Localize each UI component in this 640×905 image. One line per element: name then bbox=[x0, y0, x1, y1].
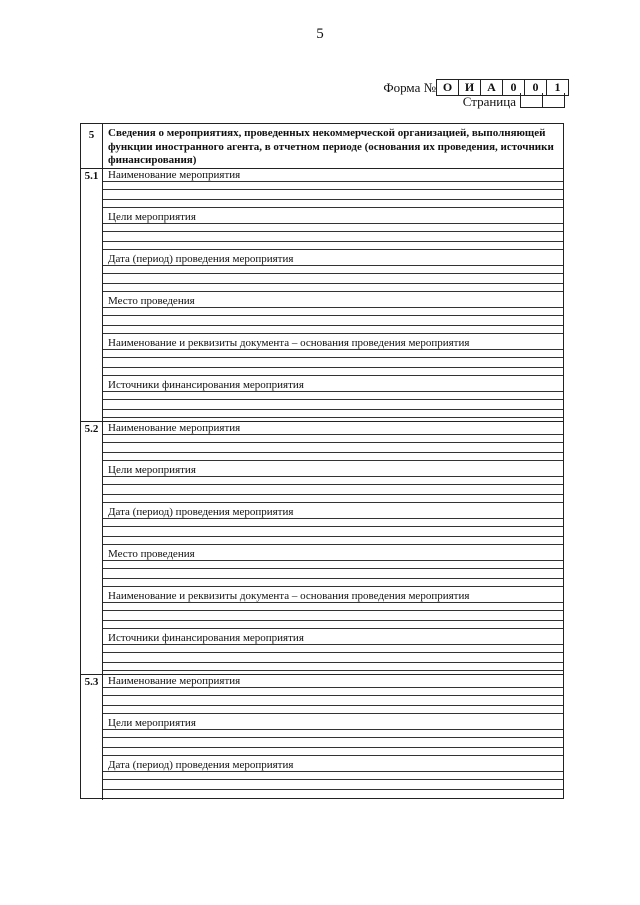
answer-line[interactable] bbox=[103, 417, 563, 418]
answer-line[interactable] bbox=[103, 737, 563, 738]
event-field-label: Цели мероприятия bbox=[108, 211, 196, 223]
answer-line[interactable] bbox=[103, 291, 563, 292]
page-number-cells[interactable] bbox=[520, 93, 565, 108]
answer-line[interactable] bbox=[103, 181, 563, 182]
event-field[interactable] bbox=[103, 759, 563, 801]
event-field-label: Источники финансирования мероприятия bbox=[108, 632, 304, 644]
event-field[interactable] bbox=[103, 295, 563, 337]
section-number: 5 bbox=[81, 124, 103, 168]
answer-line[interactable] bbox=[103, 484, 563, 485]
event-section-number: 5.3 bbox=[81, 675, 103, 800]
answer-line[interactable] bbox=[103, 207, 563, 208]
event-field-label: Наименование мероприятия bbox=[108, 422, 241, 434]
answer-line[interactable] bbox=[103, 249, 563, 250]
answer-line[interactable] bbox=[103, 518, 563, 519]
page-number: 5 bbox=[316, 26, 324, 42]
answer-line[interactable] bbox=[103, 526, 563, 527]
answer-line[interactable] bbox=[103, 265, 563, 266]
form-code-cell: 0 bbox=[503, 80, 525, 95]
answer-line[interactable] bbox=[103, 283, 563, 284]
event-section bbox=[81, 169, 563, 422]
event-field-label: Наименование и реквизиты документа – основания проведения мероприятия bbox=[108, 337, 470, 349]
event-field[interactable] bbox=[103, 464, 563, 506]
event-field[interactable] bbox=[103, 717, 563, 759]
event-section-body bbox=[103, 422, 563, 674]
event-field-label: Место проведения bbox=[108, 295, 195, 307]
answer-line[interactable] bbox=[103, 662, 563, 663]
event-field-label: Наименование мероприятия bbox=[108, 169, 241, 181]
event-field[interactable] bbox=[103, 590, 563, 632]
event-section-body bbox=[103, 675, 563, 800]
event-field[interactable] bbox=[103, 169, 563, 211]
answer-line[interactable] bbox=[103, 307, 563, 308]
event-field-label: Источники финансирования мероприятия bbox=[108, 379, 304, 391]
event-field[interactable] bbox=[103, 632, 563, 674]
answer-line[interactable] bbox=[103, 771, 563, 772]
form-code-cell: О bbox=[437, 80, 459, 95]
page-label: Страница bbox=[462, 94, 516, 109]
answer-line[interactable] bbox=[103, 602, 563, 603]
answer-line[interactable] bbox=[103, 315, 563, 316]
answer-line[interactable] bbox=[103, 713, 563, 714]
answer-line[interactable] bbox=[103, 687, 563, 688]
event-field[interactable] bbox=[103, 253, 563, 295]
event-field-label: Место проведения bbox=[108, 548, 195, 560]
answer-line[interactable] bbox=[103, 241, 563, 242]
event-field[interactable] bbox=[103, 422, 563, 464]
answer-line[interactable] bbox=[103, 695, 563, 696]
answer-line[interactable] bbox=[103, 325, 563, 326]
event-section-body bbox=[103, 169, 563, 421]
answer-line[interactable] bbox=[103, 223, 563, 224]
page-number-cell[interactable] bbox=[543, 93, 564, 107]
answer-line[interactable] bbox=[103, 333, 563, 334]
event-section bbox=[81, 675, 563, 800]
event-field-label: Дата (период) проведения мероприятия bbox=[108, 506, 294, 518]
event-field-label: Дата (период) проведения мероприятия bbox=[108, 759, 294, 771]
answer-line[interactable] bbox=[103, 779, 563, 780]
form-code-cell: А bbox=[481, 80, 503, 95]
event-field-label: Наименование и реквизиты документа – основания проведения мероприятия bbox=[108, 590, 470, 602]
answer-line[interactable] bbox=[103, 610, 563, 611]
answer-line[interactable] bbox=[103, 452, 563, 453]
form-code-cell: И bbox=[459, 80, 481, 95]
event-field[interactable] bbox=[103, 211, 563, 253]
answer-line[interactable] bbox=[103, 231, 563, 232]
answer-line[interactable] bbox=[103, 705, 563, 706]
answer-line[interactable] bbox=[103, 199, 563, 200]
answer-line[interactable] bbox=[103, 434, 563, 435]
answer-line[interactable] bbox=[103, 578, 563, 579]
answer-line[interactable] bbox=[103, 442, 563, 443]
answer-line[interactable] bbox=[103, 536, 563, 537]
answer-line[interactable] bbox=[103, 620, 563, 621]
events-table bbox=[80, 123, 564, 799]
answer-line[interactable] bbox=[103, 357, 563, 358]
form-code-cell: 0 bbox=[525, 80, 547, 95]
event-field-label: Дата (период) проведения мероприятия bbox=[108, 253, 294, 265]
answer-line[interactable] bbox=[103, 349, 563, 350]
answer-line[interactable] bbox=[103, 460, 563, 461]
table-header-text: Сведения о мероприятиях, проведенных некоммерческой организацией, выполняющей функции иностранного агента, в отчетном периоде (основания их проведения, источники финансирования) bbox=[108, 127, 554, 166]
answer-line[interactable] bbox=[103, 273, 563, 274]
event-section-number: 5.2 bbox=[81, 422, 103, 674]
answer-line[interactable] bbox=[103, 391, 563, 392]
event-field[interactable] bbox=[103, 675, 563, 717]
answer-line[interactable] bbox=[103, 476, 563, 477]
form-number-label: Форма № bbox=[383, 80, 436, 95]
table-header-row bbox=[81, 124, 563, 169]
answer-line[interactable] bbox=[103, 409, 563, 410]
answer-line[interactable] bbox=[103, 652, 563, 653]
answer-line[interactable] bbox=[103, 789, 563, 790]
event-field[interactable] bbox=[103, 548, 563, 590]
answer-line[interactable] bbox=[103, 628, 563, 629]
answer-line[interactable] bbox=[103, 644, 563, 645]
event-field[interactable] bbox=[103, 506, 563, 548]
event-section bbox=[81, 422, 563, 675]
answer-line[interactable] bbox=[103, 544, 563, 545]
answer-line[interactable] bbox=[103, 494, 563, 495]
page-number-cell[interactable] bbox=[521, 93, 543, 107]
event-field-label: Наименование мероприятия bbox=[108, 675, 241, 687]
event-field-label: Цели мероприятия bbox=[108, 717, 196, 729]
answer-line[interactable] bbox=[103, 399, 563, 400]
form-code-cell: 1 bbox=[554, 80, 561, 94]
event-field[interactable] bbox=[103, 379, 563, 421]
answer-line[interactable] bbox=[103, 560, 563, 561]
answer-line[interactable] bbox=[103, 367, 563, 368]
answer-line[interactable] bbox=[103, 729, 563, 730]
answer-line[interactable] bbox=[103, 502, 563, 503]
answer-line[interactable] bbox=[103, 586, 563, 587]
answer-line[interactable] bbox=[103, 670, 563, 671]
answer-line[interactable] bbox=[103, 375, 563, 376]
event-section-number: 5.1 bbox=[81, 169, 103, 421]
event-field[interactable] bbox=[103, 337, 563, 379]
answer-line[interactable] bbox=[103, 189, 563, 190]
answer-line[interactable] bbox=[103, 747, 563, 748]
answer-line[interactable] bbox=[103, 755, 563, 756]
event-field-label: Цели мероприятия bbox=[108, 464, 196, 476]
answer-line[interactable] bbox=[103, 568, 563, 569]
